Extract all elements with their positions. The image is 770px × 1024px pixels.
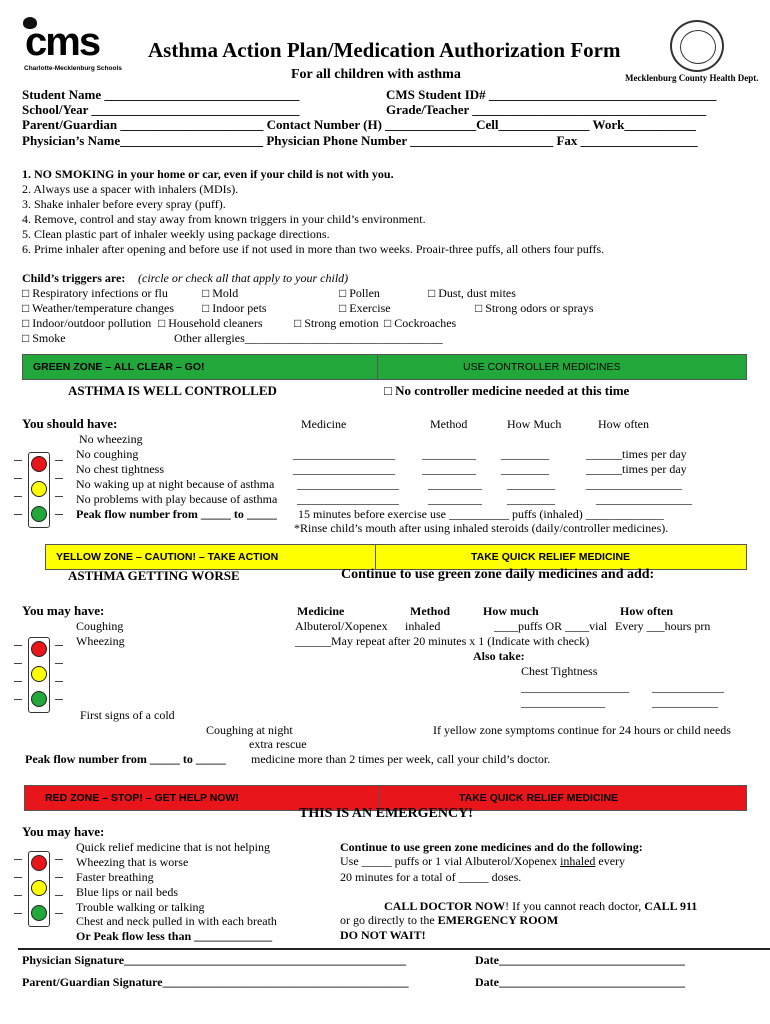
method-field[interactable]: _________ [422,462,476,476]
trigger-option[interactable]: □ Weather/temperature changes [22,301,174,315]
light-ray-icon [14,859,22,860]
no-controller-label: No controller medicine needed at this time [395,383,630,398]
red-use-line[interactable] [340,854,625,869]
light-ray-icon [55,699,63,700]
also-take-field[interactable]: __________________ [521,680,629,694]
light-ray-icon [14,681,22,682]
light-ray-icon [14,460,22,461]
red-symptom: Chest and neck pulled in with each breath [76,914,277,928]
red-zone-action: TAKE QUICK RELIEF MEDICINE [459,792,619,804]
light-ray-icon [55,681,63,682]
red-symptom: Quick relief medicine that is not helping [76,840,270,854]
also-take: Also take: [473,649,525,663]
yellow-symptom: Wheezing [76,634,125,648]
health-dept-seal [670,20,724,72]
light-ray-icon [14,514,22,515]
trigger-option[interactable]: □ Pollen [339,286,380,300]
yellow-how-much-field[interactable]: ____puffs OR ____vial [494,619,608,633]
physician-signature-field[interactable]: Physician Signature_______________________________________________ [22,953,407,967]
red-lamp-icon [31,855,47,871]
trigger-option[interactable]: □ Exercise [339,301,391,315]
school-year-field[interactable]: School/Year ________________________________ [22,102,300,117]
light-ray-icon [14,645,22,646]
parent-date-field[interactable]: Date_______________________________ [475,975,685,989]
rule-item: 6. Prime inhaler after opening and before use if not used in more than two weeks. Proair-three puffs, all others four puffs. [22,242,605,256]
rule-item: 5. Clean plastic part of inhaler weekly using package directions. [22,227,330,241]
trigger-option[interactable]: □ Respiratory infections or flu [22,286,168,300]
trigger-label: Strong emotion [304,316,379,330]
traffic-light-icon [28,851,50,927]
how-often-field[interactable]: ________________ [586,477,682,491]
green-heading: ASTHMA IS WELL CONTROLLED [68,383,277,398]
trigger-label: Mold [212,286,239,300]
yellow-lamp-icon [31,880,47,896]
other-allergies-field[interactable]: Other allergies_________________________________ [174,331,443,345]
green-symptom: No coughing [76,447,139,461]
trigger-label: Strong odors or sprays [485,301,594,315]
how-much-field[interactable]: ________ [501,462,549,476]
trigger-option[interactable]: □ Strong emotion [294,316,379,330]
light-ray-icon [55,663,63,664]
yellow-continue: Continue to use green zone daily medicines and add: [341,567,655,582]
parent-contact-line[interactable]: Parent/Guardian ______________________ Contact Number (H) ______________Cell______________ Work___________ [22,117,696,132]
grade-teacher-field[interactable]: Grade/Teacher ____________________________________ [386,102,707,117]
light-ray-icon [14,699,22,700]
col-how-much: How much [483,604,539,618]
red-symptom: Trouble walking or talking [76,900,205,914]
trigger-option[interactable]: □ Indoor/outdoor pollution [22,316,152,330]
yellow-lamp-icon [31,666,47,682]
green-symptom: No chest tightness [76,462,164,476]
trigger-label: Exercise [349,301,391,315]
call-doctor-now: CALL DOCTOR NOW [384,899,506,913]
trigger-label: Pollen [349,286,380,300]
green-lamp-icon [31,691,47,707]
red-doses-line[interactable]: 20 minutes for a total of _____ doses. [340,870,522,884]
light-ray-icon [55,877,63,878]
green-symptom: No wheezing [79,432,143,446]
trigger-label: Household cleaners [168,316,263,330]
red-symptom: Faster breathing [76,870,154,884]
light-ray-icon [55,645,63,646]
red-may-have: You may have: [22,824,105,839]
light-ray-icon [14,877,22,878]
med-field[interactable]: _________________ [297,492,399,506]
physician-line[interactable]: Physician’s Name______________________ Physician Phone Number ______________________ Fax __________________ [22,133,698,148]
red-use-every: every [595,854,626,868]
zone-bar-divider [377,355,378,379]
parent-signature-field[interactable]: Parent/Guardian Signature_________________________________________ [22,975,409,989]
health-dept-label: Mecklenburg County Health Dept. [625,73,759,83]
student-name-field[interactable]: Student Name ______________________________ [22,87,300,102]
traffic-light-icon [28,452,50,528]
traffic-light-icon [28,637,50,713]
logo-wordmark: cms [25,20,100,64]
trigger-label: Respiratory infections or flu [32,286,168,300]
page-title: Asthma Action Plan/Medication Authorization Form [148,38,621,62]
light-ray-icon [55,859,63,860]
col-how-often: How often [620,604,673,618]
yellow-how-often-field[interactable]: Every ___hours prn [615,619,711,633]
trigger-option[interactable]: □ Household cleaners [158,316,263,330]
col-how-much: How Much [507,417,562,431]
seal-inner-ring [680,30,716,64]
trigger-label: Indoor pets [212,301,267,315]
page-subtitle: For all children with asthma [291,67,461,82]
trigger-option[interactable]: □ Strong odors or sprays [475,301,594,315]
call-911: CALL 911 [644,899,698,913]
light-ray-icon [55,496,63,497]
red-symptom: Wheezing that is worse [76,855,189,869]
green-lamp-icon [31,506,47,522]
light-ray-icon [55,895,63,896]
yellow-lamp-icon [31,481,47,497]
light-ray-icon [55,913,63,914]
yellow-instruction: medicine more than 2 times per week, call your child’s doctor. [251,752,551,766]
light-ray-icon [55,478,63,479]
rule-item: 3. Shake inhaler before every spray (puff). [22,197,226,211]
call-doctor-line [384,899,697,914]
yellow-instruction: extra rescue [249,737,307,751]
trigger-label: Indoor/outdoor pollution [32,316,152,330]
trigger-option[interactable]: □ Indoor pets [202,301,267,315]
green-zone-action: USE CONTROLLER MEDICINES [463,361,621,373]
yellow-symptom: Coughing [76,619,124,633]
med-field[interactable]: _________________ [297,477,399,491]
cms-student-id-field[interactable]: CMS Student ID# ___________________________________ [386,87,717,102]
med-field[interactable]: _________________ [293,447,395,461]
green-symptom: No waking up at night because of asthma [76,477,275,491]
trigger-label: Dust, dust mites [438,286,516,300]
col-method: Method [410,604,450,618]
trigger-label: Weather/temperature changes [32,301,174,315]
light-ray-icon [14,663,22,664]
red-lamp-icon [31,641,47,657]
rule-item: 4. Remove, control and stay away from known triggers in your child’s environment. [22,212,426,226]
col-how-often: How often [598,417,649,431]
red-continue: Continue to use green zone medicines and do the following: [340,840,643,854]
red-peak-flow[interactable]: Or Peak flow less than _____________ [76,929,273,943]
trigger-option[interactable]: □ Cockroaches [384,316,457,330]
triggers-note: (circle or check all that apply to your child) [138,271,349,285]
how-much-field[interactable]: ________ [507,477,555,491]
yellow-instruction: If yellow zone symptoms continue for 24 hours or child needs [433,723,731,737]
light-ray-icon [14,496,22,497]
rule-item: 1. NO SMOKING in your home or car, even if your child is not with you. [22,167,394,181]
no-controller-option[interactable]: □ No controller medicine needed at this time [384,383,630,398]
col-medicine: Medicine [301,417,347,431]
how-much-field[interactable]: ________ [501,447,549,461]
how-often-field[interactable]: ________________ [596,492,692,506]
zone-bar-divider [375,545,376,569]
how-often-field[interactable]: ______times per day [586,462,687,476]
med-field[interactable]: _________________ [293,462,395,476]
rule-item: 2. Always use a spacer with inhalers (MDIs). [22,182,239,196]
how-much-field[interactable]: ________ [507,492,555,506]
trigger-option[interactable]: □ Smoke [22,331,66,345]
trigger-label: Cockroaches [394,316,457,330]
physician-date-field[interactable]: Date_______________________________ [475,953,685,967]
red-lamp-icon [31,456,47,472]
method-field[interactable]: _________ [428,477,482,491]
light-ray-icon [55,460,63,461]
also-take-field[interactable]: ______________ [521,695,605,709]
logo-subtitle: Charlotte-Mecklenburg Schools [24,65,122,72]
how-often-field[interactable]: ______times per day [586,447,687,461]
green-peak-flow[interactable]: Peak flow number from _____ to _____ [76,507,277,521]
yellow-zone-action: TAKE QUICK RELIEF MEDICINE [471,551,631,563]
method-field[interactable]: _________ [422,447,476,461]
do-not-wait: DO NOT WAIT! [340,928,426,942]
emergency-heading: THIS IS AN EMERGENCY! [299,806,473,821]
red-use-text: Use _____ puffs or 1 vial Albuterol/Xopenex [340,854,561,868]
yellow-may-have: You may have: [22,603,105,618]
emergency-room: EMERGENCY ROOM [437,913,559,927]
triggers-heading: Child’s triggers are: [22,271,126,285]
yellow-zone-title: YELLOW ZONE – CAUTION! – TAKE ACTION [56,551,279,563]
also-take-field[interactable]: ____________ [652,680,724,694]
trigger-option[interactable]: □ Dust, dust mites [428,286,516,300]
call-doctor-text: ! If you cannot reach doctor, [505,899,645,913]
method-field[interactable]: _________ [428,492,482,506]
go-directly-text: or go directly to the [340,913,438,927]
yellow-medicine: Albuterol/Xopenex [295,619,388,633]
green-zone-title: GREEN ZONE – ALL CLEAR – GO! [33,361,205,373]
col-medicine: Medicine [297,604,345,618]
emergency-room-line [340,913,558,928]
trigger-label: Smoke [32,331,66,345]
light-ray-icon [14,895,22,896]
yellow-method: inhaled [405,619,441,633]
col-method: Method [430,417,468,431]
green-should-have: You should have: [22,416,118,431]
rinse-note: *Rinse child’s mouth after using inhaled steroids (daily/controller medicines). [294,521,669,535]
exercise-line[interactable]: 15 minutes before exercise use __________ puffs (inhaled) _____________ [298,507,664,521]
light-ray-icon [14,913,22,914]
light-ray-icon [14,478,22,479]
green-zone-bar [22,354,747,380]
trigger-option[interactable]: □ Mold [202,286,239,300]
chest-tightness: Chest Tightness [521,664,598,678]
cms-logo [22,16,147,72]
red-use-inhaled: inhaled [560,854,596,868]
red-zone-title: RED ZONE – STOP! – GET HELP NOW! [45,792,239,804]
red-symptom: Blue lips or nail beds [76,885,178,899]
yellow-symptom: First signs of a cold [80,708,175,722]
yellow-heading: ASTHMA GETTING WORSE [68,568,240,583]
green-lamp-icon [31,905,47,921]
green-symptom: No problems with play because of asthma [76,492,278,506]
yellow-symptom: Coughing at night [206,723,293,737]
also-take-field[interactable]: ___________ [652,695,718,709]
yellow-peak-flow[interactable]: Peak flow number from _____ to _____ [25,752,226,766]
repeat-line[interactable]: ______May repeat after 20 minutes x 1 (Indicate with check) [295,634,590,648]
section-divider [18,948,770,950]
light-ray-icon [55,514,63,515]
